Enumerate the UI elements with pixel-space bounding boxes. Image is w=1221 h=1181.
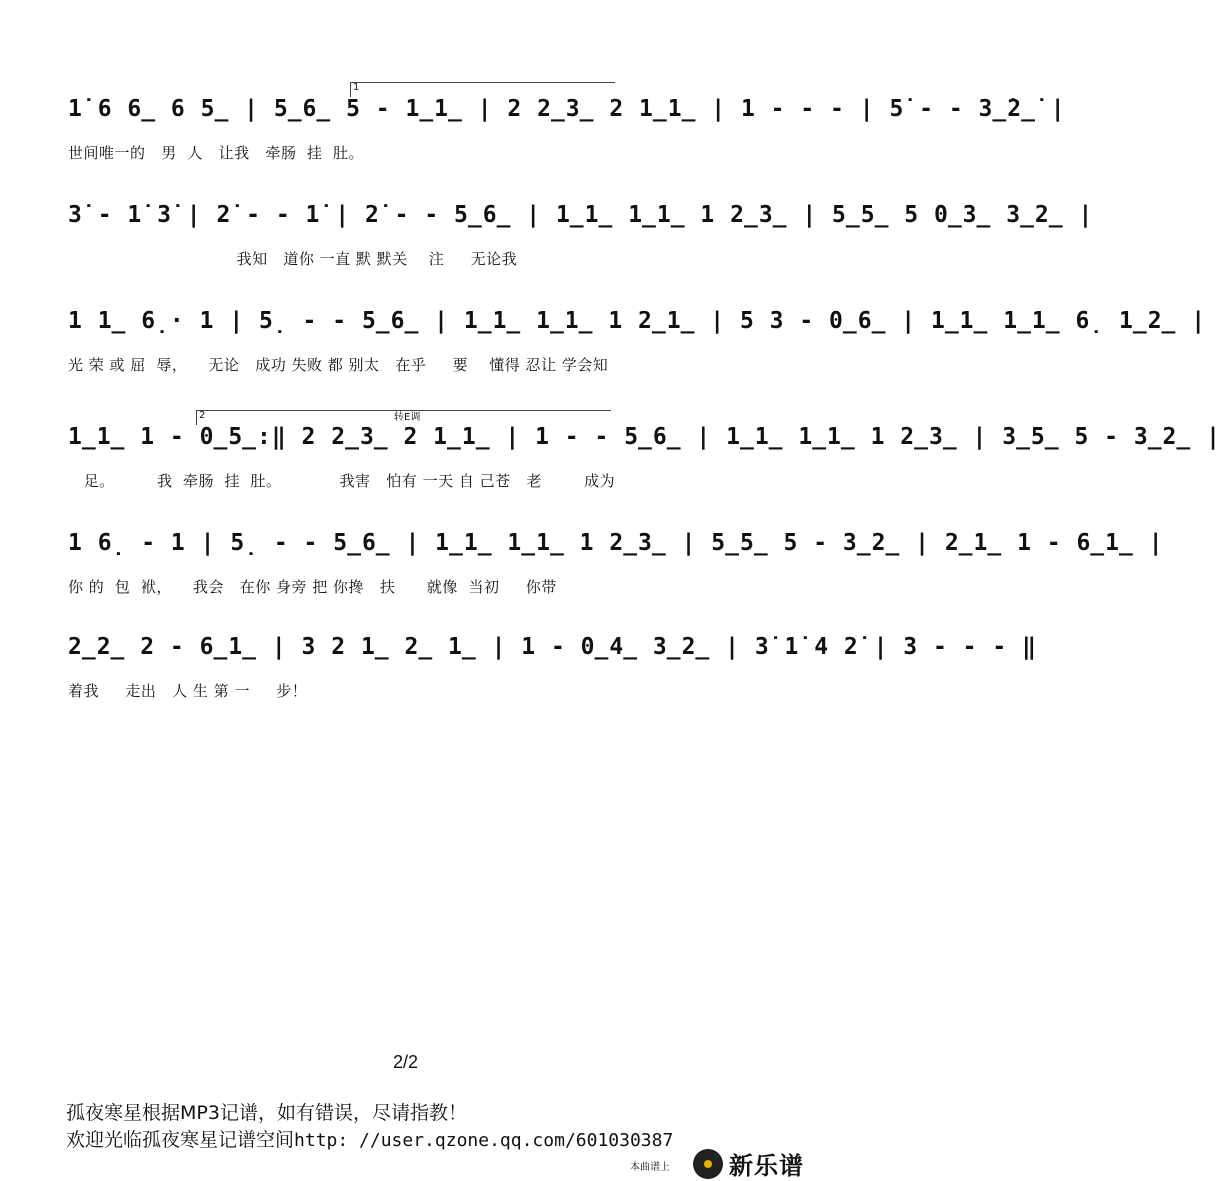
footer-url-link[interactable]: http: //user.qzone.qq.com/601030387	[294, 1130, 674, 1151]
key-change-label: 转E调	[394, 412, 421, 423]
footer-note: 孤夜寒星根据MP3记谱，如有错误，尽请指教！	[66, 1102, 467, 1124]
notation-line: 3̇ - 1̇ 3̇ | 2̇ - - 1̇ | 2̇ - - 5̲6̲ | 1̲1̲ 1̲1̲ 1 2̲3̲ | 5̲5̲ 5 0̲3̲ 3̲2̲ |	[68, 202, 1094, 228]
volta-number: 1	[353, 82, 360, 93]
record-disc-icon	[693, 1149, 723, 1179]
brand-name: 新乐谱	[729, 1152, 804, 1180]
lyrics-line: 世间唯一的 男 人 让我 牵肠 挂 肚。	[68, 144, 365, 162]
score-system-3	[60, 308, 1207, 408]
notation-line: 2̲2̲ 2 - 6̲1̲ | 3 2 1̲ 2̲ 1̲ | 1 - 0̲4̲ 3̲2̲ | 3̇ 1̇ 4 2̇ | 3 - - - ‖	[68, 634, 1037, 660]
lyrics-line: 你 的 包 袱， 我会 在你 身旁 把 你搀 扶 就像 当初 你带	[68, 578, 557, 596]
page-number: 2/2	[393, 1052, 419, 1072]
score-system-4	[60, 410, 1221, 524]
credit-small-text: 本曲谱上	[630, 1162, 670, 1173]
notation-line: 1̇ 6 6̲ 6 5̲ | 5̲6̲ 5 - 1̲1̲ | 2 2̲3̲ 2 1̲1̲ | 1 - - - | 5̇ - - 3̲̇2̲̇ |	[68, 96, 1066, 122]
score-system-2	[60, 202, 1094, 302]
score-system-6	[60, 634, 1037, 734]
notation-line: 1 1̲ 6̣· 1 | 5̣ - - 5̲6̲ | 1̲1̲ 1̲1̲ 1 2̲1̲ | 5 3 - 0̲6̲ | 1̲1̲ 1̲1̲ 6̣ 1̲2̲ |	[68, 308, 1207, 334]
lyrics-line: 足。 我 牵肠 挂 肚。 我害 怕有 一天 自 己苍 老 成为	[68, 472, 616, 490]
volta-bracket	[350, 82, 615, 97]
footer-welcome-text: 欢迎光临孤夜寒星记谱空间	[66, 1129, 295, 1151]
notation-line: 1 6̣ - 1 | 5̣ - - 5̲6̲ | 1̲1̲ 1̲1̲ 1 2̲3̲ | 5̲5̲ 5 - 3̲2̲ | 2̲1̲ 1 - 6̲1̲ |	[68, 530, 1164, 556]
brand-logo	[693, 1146, 804, 1181]
score-system-1	[60, 82, 1066, 196]
lyrics-line: 我知 道你 一直 默 默关 注 无论我	[68, 250, 518, 268]
lyrics-line: 着我 走出 人 生 第 一 步！	[68, 682, 308, 700]
score-system-5	[60, 530, 1164, 630]
volta-number: 2	[199, 410, 206, 421]
notation-line: 1̲1̲ 1 - 0̲5̲:‖ 2 2̲3̲ 2 1̲1̲ | 1 - - 5̲6̲ | 1̲1̲ 1̲1̲ 1 2̲3̲ | 3̲5̲ 5 - 3̲2̲ |	[68, 424, 1221, 450]
footer-welcome	[66, 1125, 673, 1152]
lyrics-line: 光 荣 或 屈 辱， 无论 成功 失败 都 别太 在乎 要 懂得 忍让 学会知	[68, 356, 609, 374]
